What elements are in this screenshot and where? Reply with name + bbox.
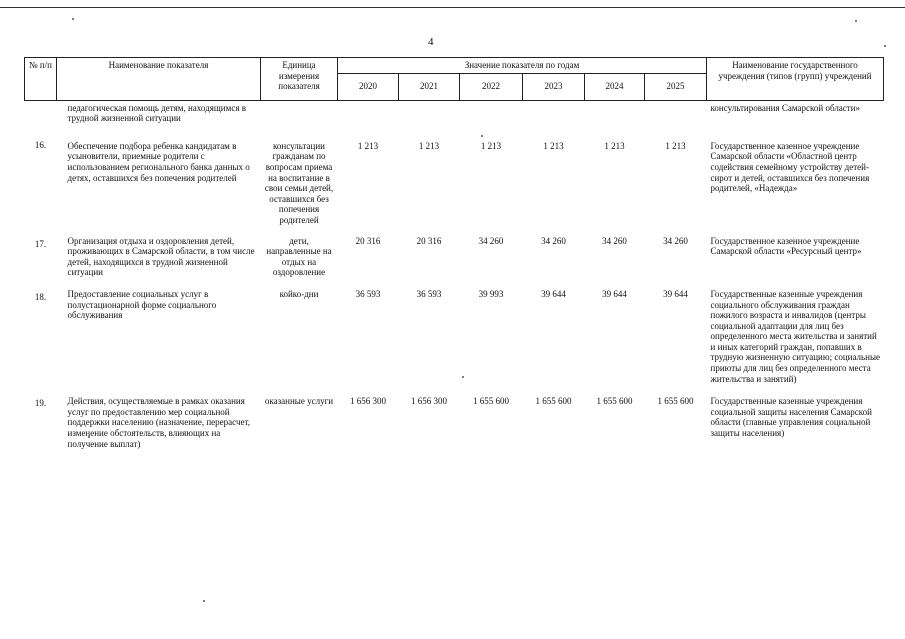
value-2021: 1 213 <box>418 140 440 151</box>
value-2024: 34 260 <box>602 235 627 246</box>
page-number: 4 <box>428 36 434 48</box>
scan-speck <box>855 20 857 22</box>
row-number: 17. <box>34 238 47 249</box>
header-year-2020: 2020 <box>338 73 399 100</box>
header-year-2023: 2023 <box>523 73 585 100</box>
indicator-name: Действия, осуществляемые в рамках оказания услуг по предоставлению мер социальной поддержки населению (назначение, перерасчет, изменение обстоятельств, влияющих на получение выплат) <box>67 396 250 449</box>
header-institution: Наименование государственного учреждения (типов (групп) учреждений <box>707 58 884 101</box>
row-number: 18. <box>34 291 47 302</box>
table-row <box>25 288 884 394</box>
row-number: 19. <box>34 398 47 409</box>
indicators-table <box>24 57 884 455</box>
value-2022: 39 993 <box>478 288 504 299</box>
header-number: № п/п <box>25 58 57 101</box>
institution-name: консультирования Самарской области» <box>710 102 861 113</box>
header-year-2021: 2021 <box>399 73 460 100</box>
value-2025: 1 213 <box>665 140 686 151</box>
value-2022: 34 260 <box>478 235 504 246</box>
institution-name: Государственные казенные учреждения социальной защиты населения Самарской области (главные управления социальной защиты населения) <box>710 396 872 439</box>
indicator-name: Обеспечение подбора ребенка кандидатам в усыновители, приемные родители с использованием регионального банка данных о детях, оставшихся без попечения родителей <box>67 140 250 183</box>
unit-of-measure: оказанные услуги <box>264 396 334 407</box>
scan-speck <box>203 600 205 602</box>
header-values-by-year: Значение показателя по годам <box>338 58 707 74</box>
value-2023: 1 213 <box>543 140 564 151</box>
table-row <box>25 136 884 235</box>
value-2020: 1 656 300 <box>350 396 386 407</box>
row-number: 16. <box>34 139 47 150</box>
value-2025: 1 655 600 <box>657 396 694 407</box>
value-2020: 20 316 <box>355 235 381 246</box>
unit-of-measure: консультации гражданам по вопросам приема на воспитание в свои семьи детей, оставшихся без попечения родителей <box>264 140 334 225</box>
header-unit: Единица измерения показателя <box>261 58 338 101</box>
value-2024: 39 644 <box>602 288 627 299</box>
header-year-2022: 2022 <box>460 73 523 100</box>
value-2022: 1 655 600 <box>473 396 509 407</box>
unit-of-measure: дети, направленные на отдых на оздоровление <box>266 235 332 278</box>
header-year-2024: 2024 <box>585 73 645 100</box>
value-2023: 1 655 600 <box>535 396 572 407</box>
value-2025: 34 260 <box>663 235 688 246</box>
top-rule <box>0 7 905 8</box>
unit-of-measure: койко-дни <box>279 288 319 299</box>
scan-speck <box>72 18 74 20</box>
indicator-name: педагогическая помощь детям, находящимся в трудной жизненной ситуации <box>67 102 246 124</box>
scan-speck <box>884 45 886 47</box>
header-year-2025: 2025 <box>645 73 707 100</box>
value-2020: 1 213 <box>357 140 379 151</box>
institution-name: Государственные казенные учреждения социального обслуживания граждан пожилого возраста и инвалидов (центры социальной адаптации для лиц без определенного места жительства и занятий и иных категорий граждан, попавших в трудную жизненную ситуацию; социальные приюты для лиц без определенного места жительства и занятий) <box>710 288 880 384</box>
value-2021: 20 316 <box>416 235 442 246</box>
institution-name: Государственное казенное учреждение Самарской области «Ресурсный центр» <box>710 235 862 257</box>
value-2024: 1 655 600 <box>596 396 633 407</box>
value-2024: 1 213 <box>604 140 625 151</box>
indicator-name: Организация отдыха и оздоровления детей, проживающих в Самарской области, в том числе детей, находящихся в трудной жизненной ситуации <box>67 235 255 278</box>
value-2021: 36 593 <box>416 288 442 299</box>
value-2021: 1 656 300 <box>411 396 447 407</box>
table-row-continuation <box>25 100 884 136</box>
value-2023: 34 260 <box>541 235 566 246</box>
header-indicator-name: Наименование показателя <box>57 58 261 101</box>
indicator-name: Предоставление социальных услуг в полустационарной форме социального обслуживания <box>67 288 217 321</box>
value-2025: 39 644 <box>663 288 688 299</box>
value-2020: 36 593 <box>355 288 381 299</box>
institution-name: Государственное казенное учреждение Самарской области «Областной центр содействия семейному устройству детей-сирот и детей, оставшихся без попечения родителей, «Надежда» <box>710 140 870 194</box>
table-row <box>25 394 884 455</box>
value-2023: 39 644 <box>541 288 566 299</box>
value-2022: 1 213 <box>480 140 502 151</box>
table-row <box>25 235 884 288</box>
